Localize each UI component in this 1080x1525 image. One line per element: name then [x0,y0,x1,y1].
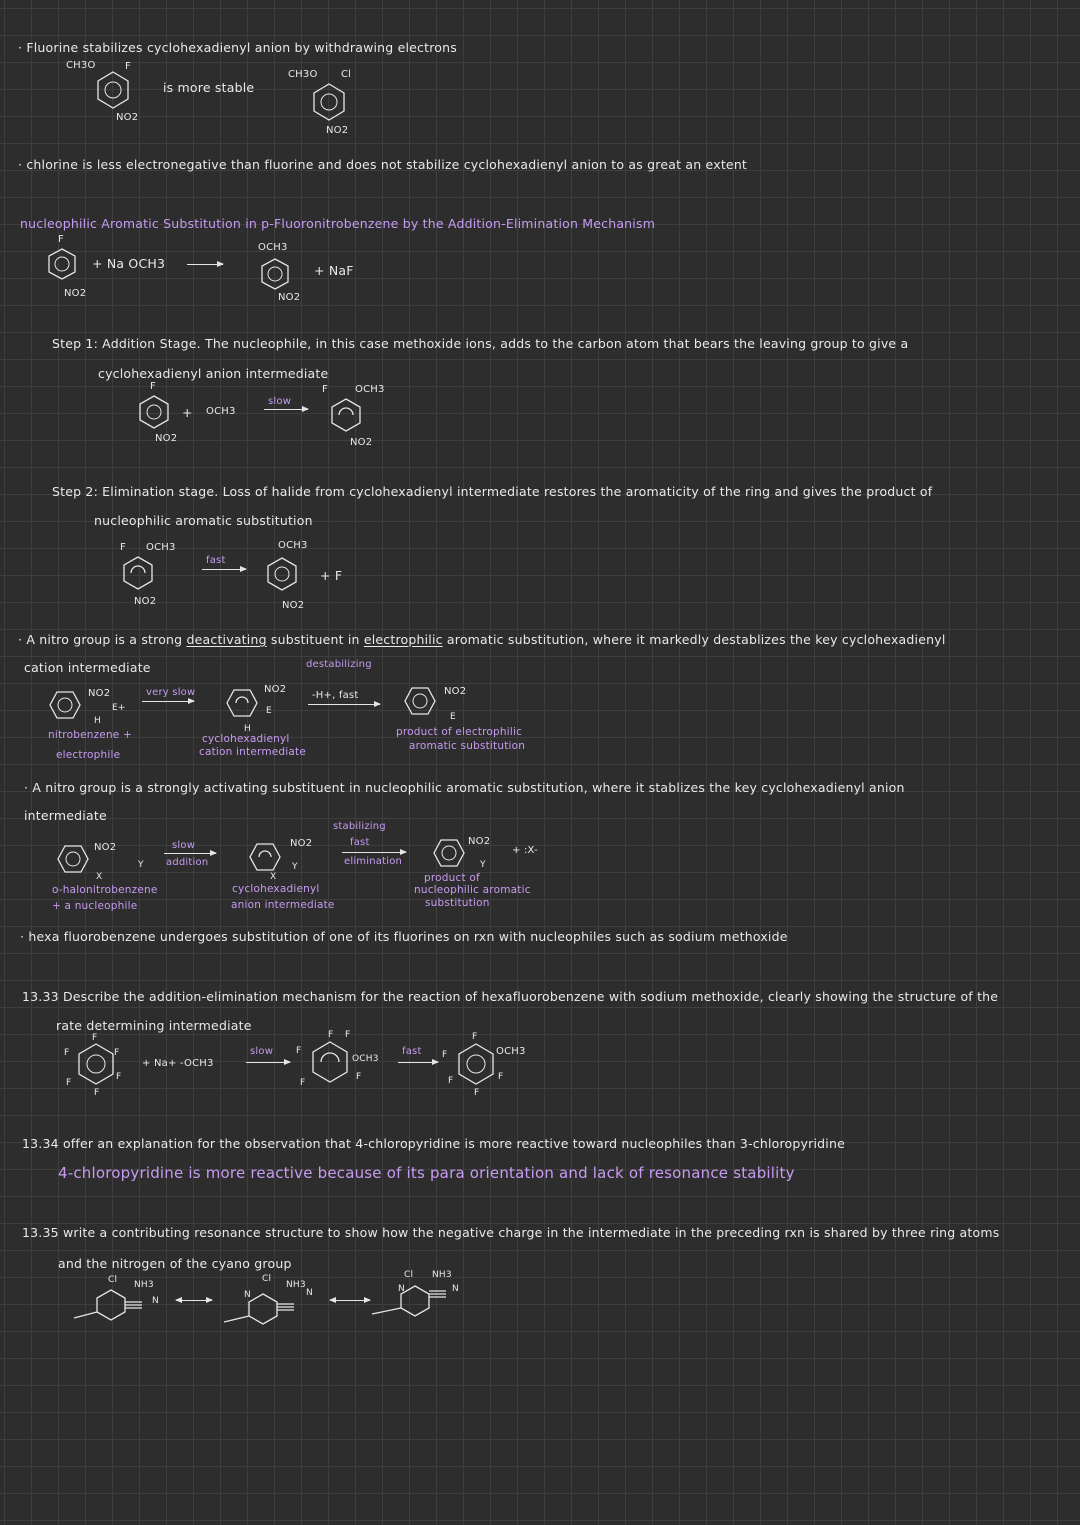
atom-label: X [270,872,277,882]
atom-label: F [66,1078,72,1088]
intermediate-ring [310,1040,350,1084]
atom-label: E [450,712,456,722]
chlorine-note: · chlorine is less electronegative than fluorine and does not stabilize cyclohexadienyl anion to as great an extent [18,157,748,172]
arrow-label: slow [172,840,196,851]
label-electrophile: electrophile [56,749,121,761]
atom-label: F [58,234,64,245]
atom-label: Cl [262,1274,272,1284]
annotation-stabilizing: stabilizing [333,821,386,832]
atom-label: CH3O [288,69,318,80]
atom-label: NO2 [264,684,287,695]
benzene-ring [260,257,290,291]
arrow-label: fast [350,837,370,848]
deactivating-note-cont: cation intermediate [24,660,151,675]
label-cation: cation intermediate [199,746,307,758]
atom-label: Cl [108,1275,118,1285]
reagent-text: + Na OCH3 [92,256,166,271]
label-reactant: o-halonitrobenzene [52,884,158,896]
benzene-ring [48,690,82,720]
atom-label: F [125,61,131,72]
reaction-arrow [187,264,223,265]
atom-label: F [94,1088,100,1098]
benzene-ring [330,397,362,433]
atom-label: N [452,1284,459,1294]
benzene-ring [56,844,90,874]
atom-label: NH3 [432,1270,452,1280]
atom-label: NO2 [326,125,349,136]
reaction-arrow [202,569,246,570]
atom-label: NO2 [155,433,178,444]
atom-label: CH3O [66,60,96,71]
question-13-35-cont: and the nitrogen of the cyano group [58,1256,292,1271]
reaction-arrow [308,704,380,705]
benzene-ring [403,686,437,716]
plus-x-text: + :X- [512,845,538,856]
atom-label: E [266,706,272,716]
atom-label: F [345,1030,351,1040]
arrow-label: elimination [344,856,403,867]
atom-label: F [474,1088,480,1098]
atom-label: N [398,1284,405,1294]
atom-label: N [306,1288,313,1298]
atom-label: Cl [404,1270,414,1280]
atom-label: NO2 [64,288,87,299]
label-product: substitution [425,897,490,909]
reaction-arrow [142,701,194,702]
atom-label: OCH3 [496,1046,526,1057]
atom-label: NH3 [134,1280,154,1290]
benzene-ring [47,247,77,281]
plus-sign: + [182,405,193,420]
atom-label: F [120,542,126,553]
pyridine-ring [246,1292,280,1326]
question-13-35: 13.35 write a contributing resonance structure to show how the negative charge in the intermediate in the preceding rxn is shared by three ring atoms [22,1225,1000,1240]
atom-label: NO2 [468,836,491,847]
label-anion: anion intermediate [231,899,335,911]
atom-label: F [150,381,156,392]
atom-label: Y [138,860,144,870]
atom-label: X [96,872,103,882]
reaction-arrow [398,1062,438,1063]
label-reactant: + a nucleophile [52,900,138,912]
atom-label: F [114,1048,120,1058]
atom-label: F [116,1072,122,1082]
answer-13-34: 4-chloropyridine is more reactive because of its para orientation and lack of resonance stability [58,1164,795,1182]
atom-label: OCH3 [352,1054,379,1064]
annotation-destabilizing: destabilizing [306,659,372,670]
label-nitrobenzene: nitrobenzene + [48,729,133,741]
atom-label: F [328,1030,334,1040]
atom-label: F [322,384,328,395]
atom-label: OCH3 [206,406,236,417]
atom-label: N [152,1296,159,1306]
benzene-ring [225,688,259,718]
atom-label: OCH3 [258,242,288,253]
label-cation: cyclohexadienyl [202,733,290,745]
atom-label: NO2 [290,838,313,849]
label-anion: cyclohexadienyl [232,883,320,895]
benzene-ring [432,838,466,868]
reaction-arrow [342,852,406,853]
atom-label: NO2 [444,686,467,697]
atom-label: NO2 [282,600,305,611]
benzene-ring [266,556,298,592]
atom-label: NO2 [134,596,157,607]
atom-label: F [64,1048,70,1058]
atom-label: F [498,1072,504,1082]
arrow-label: slow [268,396,292,407]
benzene-ring [96,70,130,110]
atom-label: E+ [112,703,126,713]
atom-label: F [356,1072,362,1082]
atom-label: OCH3 [146,542,176,553]
step2-text-cont: nucleophilic aromatic substitution [94,513,313,528]
question-13-33: 13.33 Describe the addition-elimination mechanism for the reaction of hexafluorobenzene with sodium methoxide, clearly showing the structure of the [22,989,999,1004]
pyridine-ring [94,1288,128,1322]
atom-label: H [94,716,101,726]
resonance-arrow [330,1300,370,1301]
atom-label: N [244,1290,251,1300]
arrow-label: slow [250,1046,274,1057]
deactivating-note: · A nitro group is a strong deactivating substituent in electrophilic aromatic substitution, where it markedly destablizes the key cyclohexadienyl [18,632,946,647]
atom-label: F [472,1032,478,1042]
plus-f-text: + F [320,568,343,583]
activating-note-cont: intermediate [24,808,107,823]
arrow-label: addition [166,857,209,868]
benzene-ring [248,842,282,872]
atom-label: NH3 [286,1280,306,1290]
atom-label: Y [292,862,298,872]
activating-note: · A nitro group is a strongly activating substituent in nucleophilic aromatic substitution, where it stablizes the key cyclohexadienyl anion [24,780,905,795]
atom-label: F [92,1033,98,1043]
atom-label: F [442,1050,448,1060]
benzene-ring [138,394,170,430]
benzene-ring [122,555,154,591]
label-product: nucleophilic aromatic [414,884,531,896]
atom-label: NO2 [94,842,117,853]
reaction-arrow [264,409,308,410]
atom-label: F [296,1046,302,1056]
reaction-arrow [164,853,216,854]
reaction-arrow [246,1062,290,1063]
label-product: product of [424,872,480,884]
atom-label: H [244,724,251,734]
step1-text-cont: cyclohexadienyl anion intermediate [98,366,329,381]
question-13-33-cont: rate determining intermediate [56,1018,252,1033]
arrow-label: -H+, fast [312,690,359,701]
arrow-label: fast [206,555,226,566]
atom-label: OCH3 [278,540,308,551]
arrow-label: fast [402,1046,422,1057]
atom-label: F [300,1078,306,1088]
product-text: + NaF [314,263,354,278]
atom-label: NO2 [278,292,301,303]
hexafluorobenzene-ring [76,1042,116,1086]
atom-label: F [448,1076,454,1086]
arrow-label: very slow [146,687,196,698]
more-stable-text: is more stable [163,80,255,95]
section-heading: nucleophilic Aromatic Substitution in p-Fluoronitrobenzene by the Addition-Elimination Mechanism [20,216,656,231]
product-ring [456,1042,496,1086]
fluorine-note: · Fluorine stabilizes cyclohexadienyl anion by withdrawing electrons [18,40,457,55]
atom-label: Cl [341,69,352,80]
label-product: product of electrophilic [396,726,523,738]
label-product: aromatic substitution [409,740,526,752]
atom-label: OCH3 [355,384,385,395]
atom-label: NO2 [88,688,111,699]
step1-text: Step 1: Addition Stage. The nucleophile, in this case methoxide ions, adds to the carbon atom that bears the leaving group to give a [52,336,909,351]
hexafluoro-note: · hexa fluorobenzene undergoes substitution of one of its fluorines on rxn with nucleophiles such as sodium methoxide [20,929,788,944]
benzene-ring [312,82,346,122]
step2-text: Step 2: Elimination stage. Loss of halide from cyclohexadienyl intermediate restores the aromaticity of the ring and gives the product of [52,484,933,499]
atom-label: NO2 [116,112,139,123]
question-13-34: 13.34 offer an explanation for the observation that 4-chloropyridine is more reactive toward nucleophiles than 3-chloropyridine [22,1136,845,1151]
reagent-text: + Na+ -OCH3 [142,1058,214,1069]
atom-label: NO2 [350,437,373,448]
resonance-arrow [176,1300,212,1301]
atom-label: Y [480,860,486,870]
